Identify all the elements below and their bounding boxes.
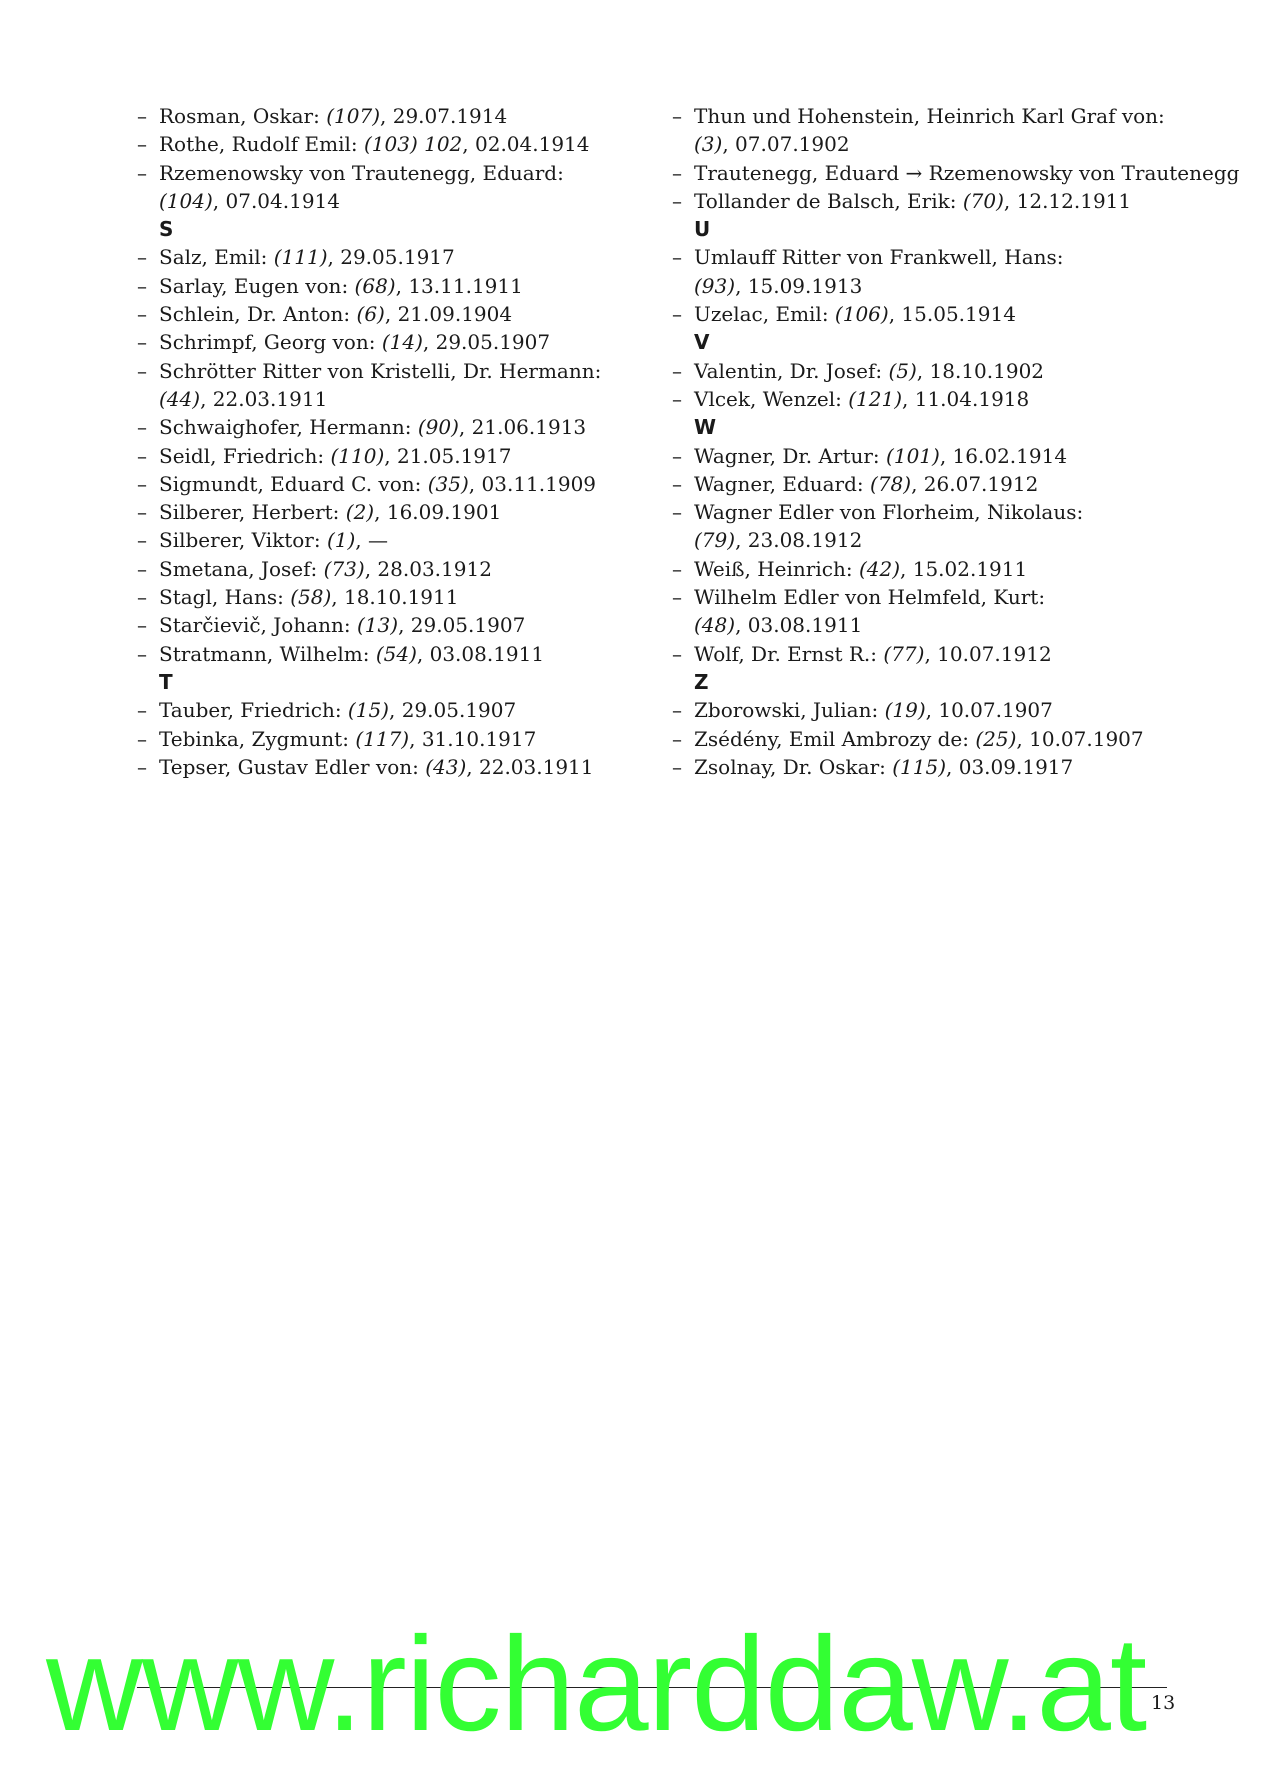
- entry-name: Zsolnay, Dr. Oskar:: [694, 754, 886, 779]
- entry-name: Sarlay, Eugen von:: [159, 273, 349, 298]
- index-entry: [137, 583, 637, 611]
- entry-name: Tollander de Balsch, Erik:: [694, 188, 957, 213]
- index-entry: [672, 243, 1212, 300]
- entry-date: , 29.05.1907: [388, 698, 517, 723]
- index-column-left: [137, 102, 637, 781]
- entry-number: (77): [883, 641, 925, 666]
- entry-name: Seidl, Friedrich:: [159, 443, 325, 468]
- watermark-text: www.richarddaw.at: [46, 1610, 1147, 1759]
- entry-date: , 21.06.1913: [458, 415, 587, 440]
- index-entry: [137, 753, 637, 781]
- entry-date: , 22.03.1911: [466, 754, 594, 779]
- section-letter: T: [159, 669, 173, 694]
- entry-date: , 10.07.1907: [925, 698, 1053, 723]
- entry-date: , 07.07.1902: [722, 132, 850, 157]
- entry-number: (43): [425, 754, 467, 779]
- index-entry: [672, 385, 1212, 413]
- entry-number: (2): [345, 500, 375, 525]
- entry-number: (70): [962, 188, 1004, 213]
- entry-name: Wagner, Dr. Artur:: [694, 443, 880, 468]
- section-letter: Z: [694, 669, 709, 694]
- entry-date: , 18.10.1911: [331, 585, 459, 610]
- index-entry: [672, 583, 1212, 640]
- index-entry: [672, 102, 1212, 159]
- entry-name: Stratmann, Wilhelm:: [159, 641, 370, 666]
- entry-date: , 29.07.1914: [380, 104, 508, 128]
- index-entry: [672, 357, 1212, 385]
- entry-number: (73): [323, 556, 365, 581]
- index-entry: [137, 555, 637, 583]
- entry-number: (42): [858, 556, 900, 581]
- entry-name: Wilhelm Edler von Helmfeld, Kurt:: [694, 585, 1046, 610]
- entry-number: (6): [356, 302, 385, 327]
- index-entry: [672, 696, 1212, 724]
- entry-number: (115): [892, 754, 947, 779]
- entry-date: , 10.07.1907: [1016, 726, 1144, 751]
- entry-name: Sigmundt, Eduard C. von:: [159, 471, 422, 496]
- index-entry: [137, 413, 637, 441]
- entry-name: Thun und Hohenstein, Heinrich Karl Graf von:: [694, 104, 1165, 128]
- entry-number: (78): [870, 471, 912, 496]
- entry-name: Rzemenowsky von Trautenegg, Eduard:: [159, 160, 564, 185]
- entry-name: Schrötter Ritter von Kristelli, Dr. Hermann:: [159, 358, 602, 383]
- entry-name: Tauber, Friedrich:: [159, 698, 342, 723]
- entry-name: Tepser, Gustav Edler von:: [159, 754, 419, 779]
- entry-date: , 22.03.1911: [200, 386, 328, 411]
- entry-number: (19): [884, 698, 926, 723]
- entry-name: Rothe, Rudolf Emil:: [159, 132, 358, 157]
- index-entry: [137, 470, 637, 498]
- index-entry: [672, 725, 1212, 753]
- entry-date: , 02.04.1914: [462, 132, 590, 157]
- index-entry: [137, 300, 637, 328]
- entry-date: , 23.08.1912: [735, 528, 863, 553]
- entry-date: , 21.09.1904: [384, 302, 513, 327]
- entry-number: (13): [357, 613, 399, 638]
- section-letter: W: [694, 415, 717, 440]
- index-entry: [137, 102, 637, 130]
- index-entry: [137, 611, 637, 639]
- page-number: 13: [1151, 1692, 1176, 1714]
- entry-name: Trautenegg, Eduard → Rzemenowsky von Trautenegg: [694, 160, 1240, 185]
- index-entry: [672, 442, 1212, 470]
- entry-date: , 03.08.1911: [416, 641, 545, 666]
- entry-date: , 11.04.1918: [902, 386, 1030, 411]
- entry-date: , 21.05.1917: [384, 443, 512, 468]
- entry-date: , 16.02.1914: [939, 443, 1068, 468]
- index-entry: [137, 272, 637, 300]
- index-entry: [137, 357, 637, 414]
- entry-date: , 16.09.1901: [374, 500, 502, 525]
- entry-number: (93): [694, 273, 736, 298]
- entry-date: , 18.10.1902: [916, 358, 1045, 383]
- index-entry: [137, 442, 637, 470]
- index-entry: [137, 498, 637, 526]
- index-entry: [672, 470, 1212, 498]
- entry-name: Umlauff Ritter von Frankwell, Hans:: [694, 245, 1064, 270]
- entry-date: , 26.07.1912: [911, 471, 1039, 496]
- entry-name: Wolf, Dr. Ernst R.:: [694, 641, 878, 666]
- entry-date: , 07.04.1914: [212, 188, 341, 213]
- index-entry: [137, 130, 637, 158]
- section-letter: S: [159, 217, 174, 242]
- entry-date: , 03.08.1911: [735, 613, 863, 638]
- index-entry: [672, 159, 1240, 187]
- entry-number: (35): [427, 471, 469, 496]
- entry-name: Zborowski, Julian:: [694, 698, 879, 723]
- entry-number: (15): [347, 698, 389, 723]
- index-entry: [672, 187, 1212, 215]
- entry-name: Schwaighofer, Hermann:: [159, 415, 412, 440]
- index-entry: [137, 640, 637, 668]
- entry-date: , 29.05.1907: [398, 613, 526, 638]
- entry-name: Weiß, Heinrich:: [694, 556, 853, 581]
- entry-number: (117): [355, 726, 410, 751]
- index-entry: [137, 159, 637, 216]
- entry-date: , 03.11.1909: [468, 471, 597, 496]
- entry-name: Rosman, Oskar:: [159, 104, 320, 128]
- entry-name: Wagner Edler von Florheim, Nikolaus:: [694, 500, 1084, 525]
- entry-number: (58): [290, 585, 332, 610]
- index-entry: [137, 526, 637, 554]
- entry-name: Schrimpf, Georg von:: [159, 330, 376, 355]
- entry-number: (14): [381, 330, 423, 355]
- entry-name: Starčievič, Johann:: [159, 613, 351, 638]
- entry-number: (101): [886, 443, 940, 468]
- entry-number: (5): [888, 358, 917, 383]
- index-entry: [137, 243, 637, 271]
- entry-number: (90): [417, 415, 459, 440]
- entry-name: Salz, Emil:: [159, 245, 268, 270]
- index-entry: [672, 300, 1212, 328]
- index-entry: [137, 696, 637, 724]
- entry-number: (1): [326, 528, 356, 553]
- index-entry: [672, 640, 1212, 668]
- entry-date: , 15.02.1911: [900, 556, 1028, 581]
- entry-number: (106): [834, 302, 889, 327]
- entry-name: Stagl, Hans:: [159, 585, 284, 610]
- entry-name: Zsédény, Emil Ambrozy de:: [694, 726, 969, 751]
- entry-name: Silberer, Viktor:: [159, 528, 321, 553]
- entry-name: Uzelac, Emil:: [694, 302, 829, 327]
- entry-name: Smetana, Josef:: [159, 556, 318, 581]
- entry-date: , —: [355, 528, 389, 553]
- index-entry: [137, 328, 637, 356]
- entry-number: (68): [354, 273, 396, 298]
- entry-date: , 12.12.1911: [1003, 188, 1132, 213]
- index-entry: [672, 753, 1212, 781]
- entry-number: (110): [330, 443, 385, 468]
- entry-date: , 15.05.1914: [888, 302, 1016, 327]
- entry-date: , 31.10.1917: [409, 726, 537, 751]
- entry-date: , 03.09.1917: [946, 754, 1074, 779]
- entry-date: , 28.03.1912: [364, 556, 492, 581]
- entry-number: (44): [159, 386, 201, 411]
- entry-number: (54): [375, 641, 417, 666]
- entry-name: Schlein, Dr. Anton:: [159, 302, 351, 327]
- section-letter: V: [694, 330, 710, 355]
- entry-number: (103) 102: [363, 132, 463, 157]
- entry-date: , 15.09.1913: [735, 273, 863, 298]
- index-column-right: [672, 102, 1240, 781]
- entry-name: Valentin, Dr. Josef:: [694, 358, 883, 383]
- entry-date: , 13.11.1911: [395, 273, 523, 298]
- entry-date: , 29.05.1917: [327, 245, 455, 270]
- entry-number: (79): [694, 528, 736, 553]
- entry-number: (3): [694, 132, 723, 157]
- entry-name: Vlcek, Wenzel:: [694, 386, 842, 411]
- entry-number: (121): [848, 386, 903, 411]
- entry-number: (104): [159, 188, 213, 213]
- entry-name: Silberer, Herbert:: [159, 500, 340, 525]
- entry-name: Tebinka, Zygmunt:: [159, 726, 349, 751]
- entry-name: Wagner, Eduard:: [694, 471, 864, 496]
- entry-date: , 29.05.1907: [422, 330, 551, 355]
- index-entry: [672, 498, 1212, 555]
- entry-number: (111): [273, 245, 328, 270]
- index-entry: [137, 725, 637, 753]
- entry-number: (107): [326, 104, 380, 128]
- index-entry: [672, 555, 1212, 583]
- section-letter: U: [694, 217, 711, 242]
- entry-number: (25): [975, 726, 1017, 751]
- entry-number: (48): [694, 613, 736, 638]
- entry-date: , 10.07.1912: [924, 641, 1052, 666]
